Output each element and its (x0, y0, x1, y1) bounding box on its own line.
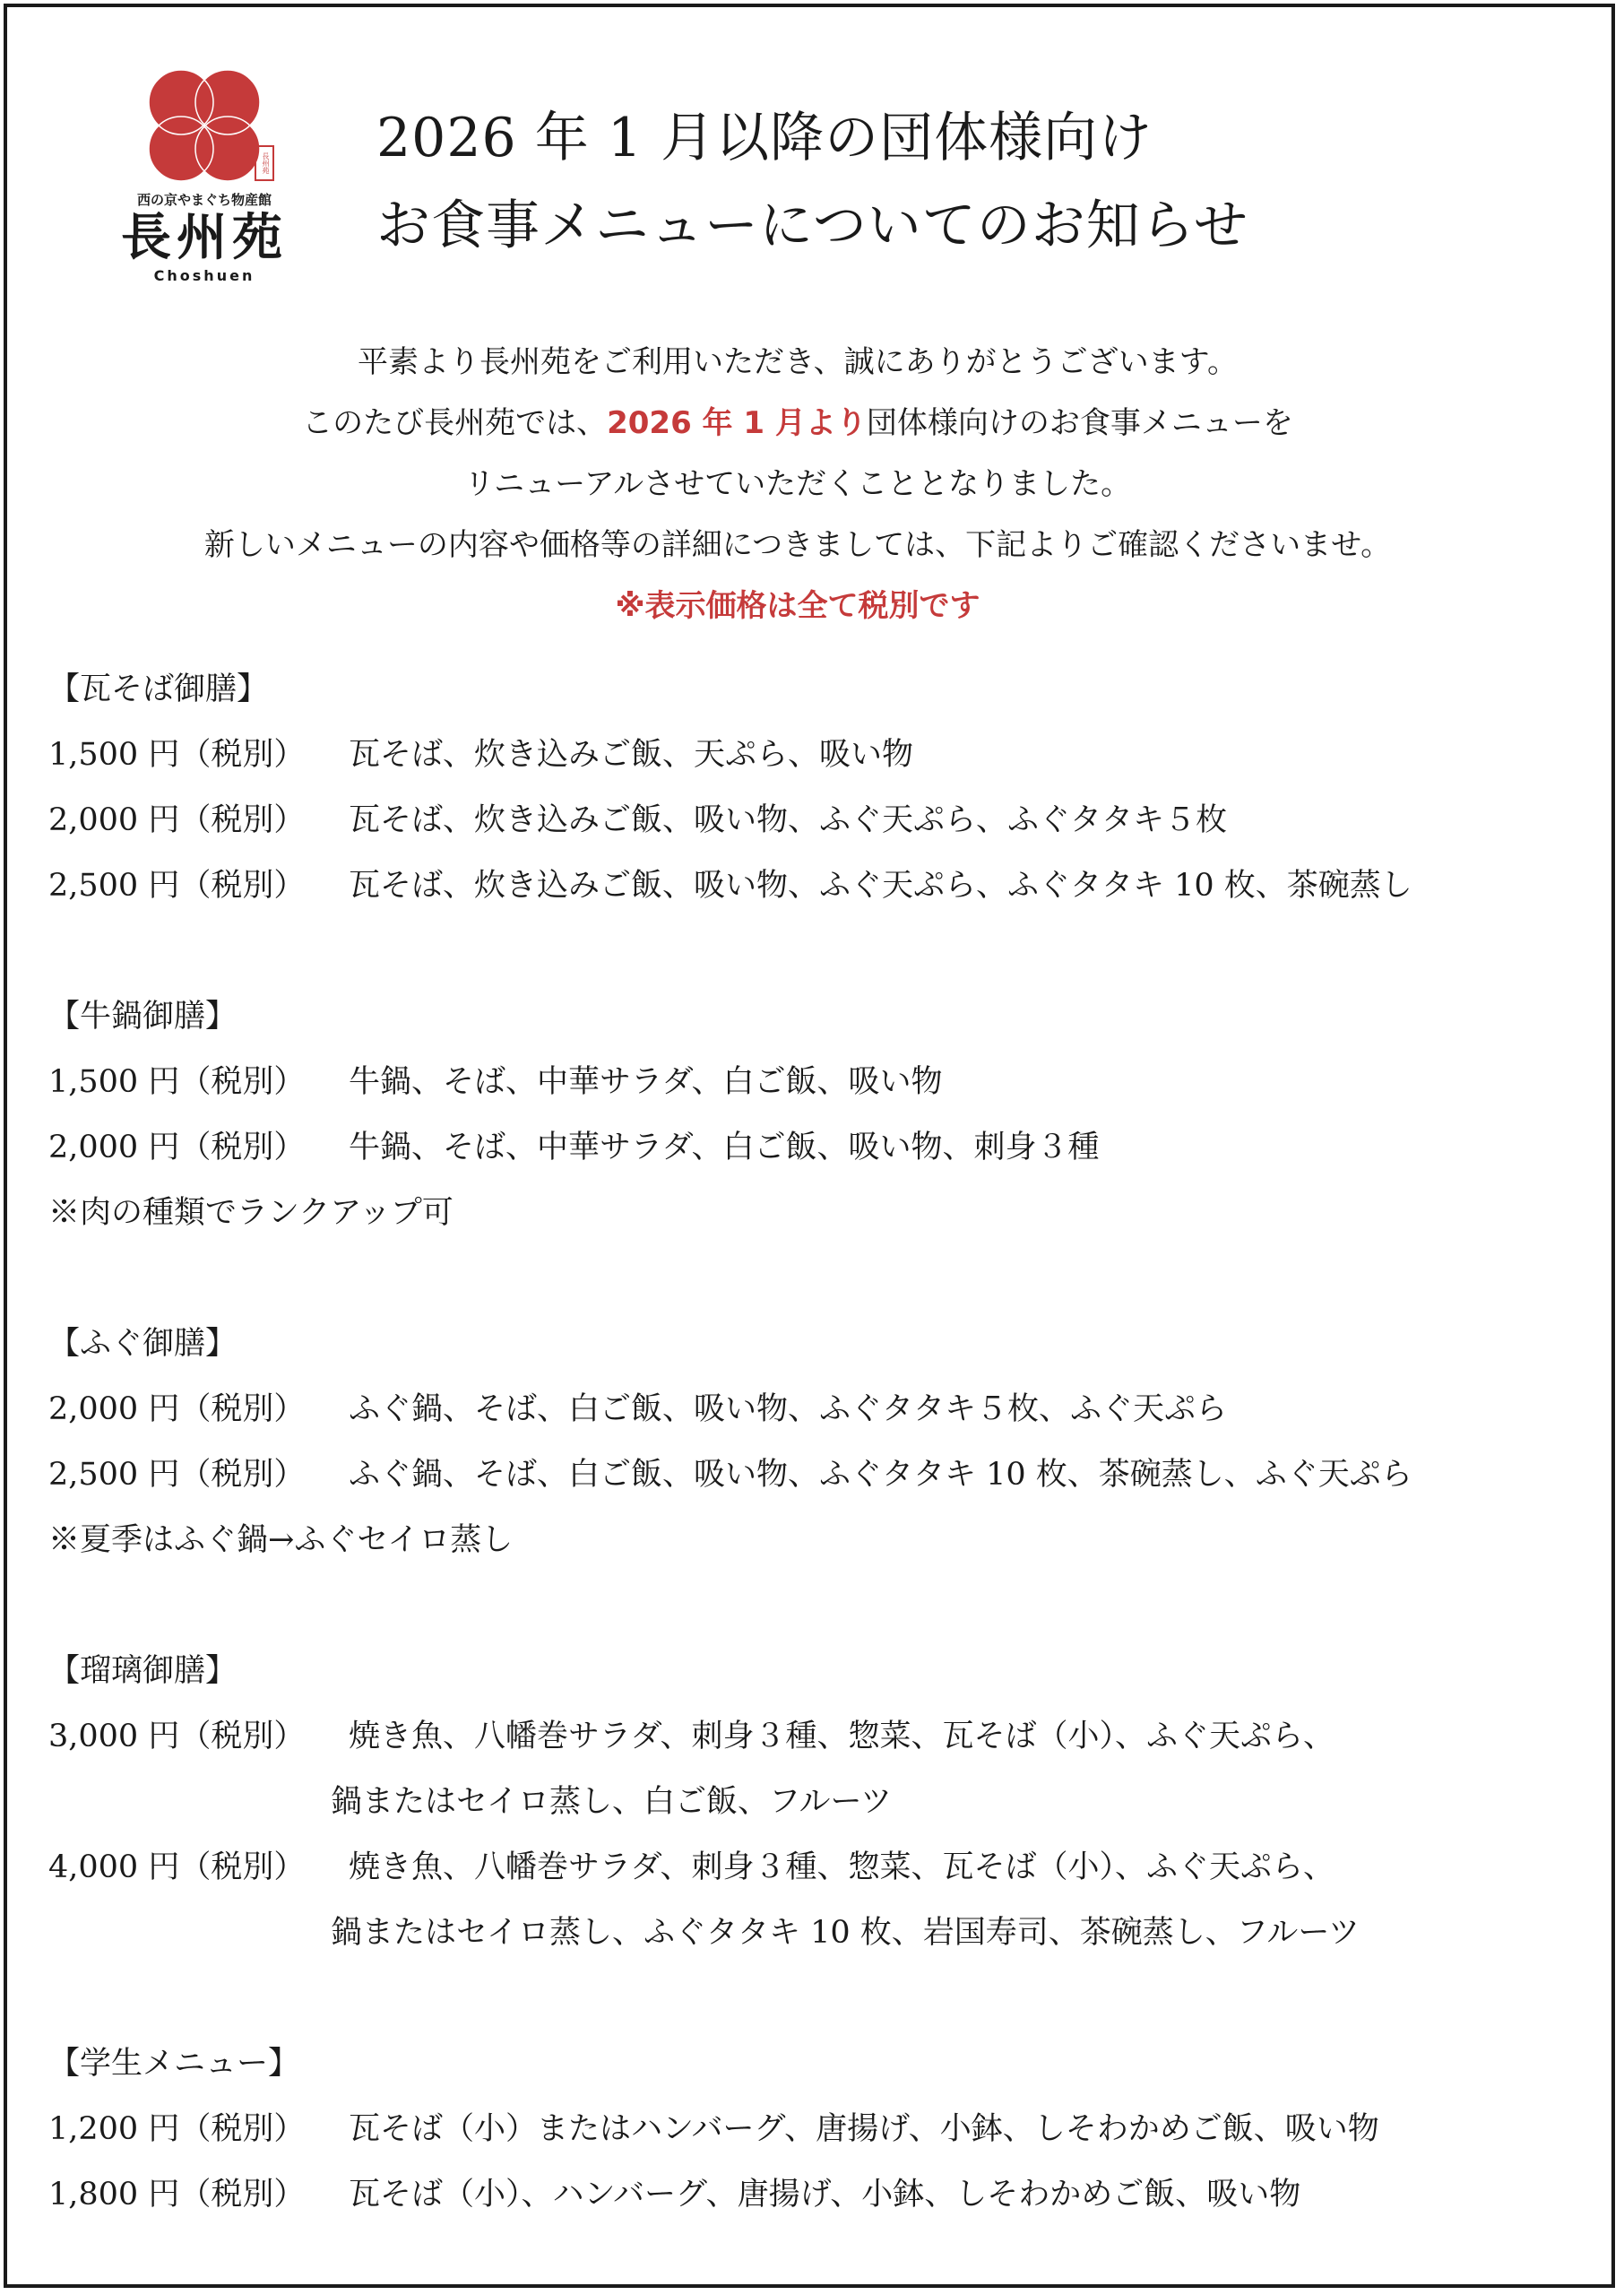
menu-item (48, 723, 1572, 788)
brand-logo (106, 63, 303, 296)
menu-item-line: 鍋またはセイロ蒸し、白ご飯、フルーツ (331, 1784, 893, 1820)
menu-item-line: 焼き魚、八幡巻サラダ、刺身３種、惣菜、瓦そば（小）、ふぐ天ぷら、 (349, 1719, 1335, 1754)
tax-note: ※表示価格は全て税別です (615, 588, 980, 624)
menu-section (48, 984, 1572, 1246)
intro-line-2-post: 団体様向けのお食事メニューを (866, 405, 1293, 441)
section-title: 【瓦そば御膳】 (48, 671, 269, 707)
brand-name: 長州苑 (121, 208, 288, 267)
menu-item-line: 牛鍋、そば、中華サラダ、白ご飯、吸い物 (349, 1064, 943, 1100)
intro-line-1: 平素より長州苑をご利用いただき、誠にありがとうございます。 (358, 344, 1238, 380)
menu-item-contents (349, 853, 1412, 919)
menu-section (48, 1639, 1572, 1966)
menu-item (48, 1377, 1572, 1442)
menu-item-contents (331, 1704, 1335, 1835)
menu-item-line: 鍋またはセイロ蒸し、ふぐタタキ 10 枚、岩国寿司、茶碗蒸し、フルーツ (331, 1915, 1360, 1951)
section-title: 【ふぐ御膳】 (48, 1326, 238, 1362)
menu-section (48, 657, 1572, 919)
page-title (376, 94, 1542, 270)
menu-item-contents (349, 2097, 1379, 2162)
menu-item-price: 2,500 円（税別） (48, 868, 306, 904)
menu-item-line: 瓦そば、炊き込みご飯、天ぷら、吸い物 (349, 737, 914, 773)
menu-item-line: 瓦そば（小）、ハンバーグ、唐揚げ、小鉢、しそわかめご飯、吸い物 (349, 2177, 1301, 2213)
menu-item-line: 瓦そば（小）またはハンバーグ、唐揚げ、小鉢、しそわかめご飯、吸い物 (349, 2111, 1379, 2147)
menu-item-price: 1,500 円（税別） (48, 1064, 306, 1100)
intro-line-2-pre: このたび長州苑では、 (302, 405, 608, 441)
menu-item-price: 2,500 円（税別） (48, 1457, 306, 1493)
menu-item-contents (349, 1377, 1227, 1442)
menu-item (48, 1050, 1572, 1115)
intro-line-4: 新しいメニューの内容や価格等の詳細につきましては、下記よりご確認くださいませ。 (203, 527, 1392, 563)
menu-item (48, 1704, 1572, 1835)
menu-item-line: ふぐ鍋、そば、白ご飯、吸い物、ふぐタタキ 10 枚、茶碗蒸し、ふぐ天ぷら (349, 1457, 1412, 1493)
section-note: ※夏季はふぐ鍋→ふぐセイロ蒸し (48, 1522, 514, 1558)
section-title: 【牛鍋御膳】 (48, 999, 238, 1035)
menu-section (48, 1312, 1572, 1573)
menu-item-contents (349, 2162, 1300, 2228)
menu-item (48, 2162, 1572, 2228)
intro-message (54, 332, 1542, 637)
section-note: ※肉の種類でランクアップ可 (48, 1195, 454, 1231)
section-title: 【瑠璃御膳】 (48, 1653, 238, 1689)
menu-item-price: 2,000 円（税別） (48, 802, 306, 838)
title-line-2: お食事メニューについてのお知らせ (376, 195, 1248, 257)
menu-item-price: 1,800 円（税別） (48, 2177, 306, 2213)
menu-item-contents (349, 1115, 1100, 1181)
menu-item-price: 2,000 円（税別） (48, 1391, 306, 1427)
renewal-date-highlight: 2026 年 1 月より (607, 405, 867, 441)
menu-item (48, 853, 1572, 919)
menu-item-contents (349, 1442, 1412, 1508)
menu-item (48, 2097, 1572, 2162)
menu-item-line: 牛鍋、そば、中華サラダ、白ご飯、吸い物、刺身３種 (349, 1130, 1100, 1165)
menu-item-price: 1,500 円（税別） (48, 737, 306, 773)
menu-item-price: 4,000 円（税別） (48, 1849, 306, 1885)
menu-item (48, 1115, 1572, 1181)
menu-item-line: 焼き魚、八幡巻サラダ、刺身３種、惣菜、瓦そば（小）、ふぐ天ぷら、 (349, 1849, 1335, 1885)
menu-list (48, 657, 1572, 2293)
four-circle-logo-icon (142, 63, 267, 188)
menu-item-line: ふぐ鍋、そば、白ご飯、吸い物、ふぐタタキ５枚、ふぐ天ぷら (349, 1391, 1228, 1427)
menu-item-price: 1,200 円（税別） (48, 2111, 306, 2147)
intro-line-2 (54, 393, 1542, 454)
menu-item-contents (349, 1050, 943, 1115)
seal-stamp: 長州苑 (255, 145, 274, 181)
menu-item-price: 3,000 円（税別） (48, 1719, 306, 1754)
brand-romaji: Choshuen (153, 267, 255, 284)
title-line-1: 2026 年 1 月以降の団体様向け (376, 107, 1153, 169)
menu-item-contents (349, 788, 1227, 853)
menu-item (48, 1442, 1572, 1508)
menu-item-line: 瓦そば、炊き込みご飯、吸い物、ふぐ天ぷら、ふぐタタキ５枚 (349, 802, 1228, 838)
menu-item-contents (331, 1835, 1360, 1966)
brand-tagline: 西の京やまぐち物産館 (136, 192, 272, 208)
intro-line-3: リニューアルさせていただくこととなりました。 (463, 466, 1132, 502)
menu-item-price: 2,000 円（税別） (48, 1130, 306, 1165)
menu-item-line: 瓦そば、炊き込みご飯、吸い物、ふぐ天ぷら、ふぐタタキ 10 枚、茶碗蒸し (349, 868, 1412, 904)
menu-item-contents (349, 723, 913, 788)
menu-item (48, 788, 1572, 853)
menu-item (48, 1835, 1572, 1966)
section-title: 【学生メニュー】 (48, 2046, 300, 2082)
menu-section (48, 2031, 1572, 2228)
